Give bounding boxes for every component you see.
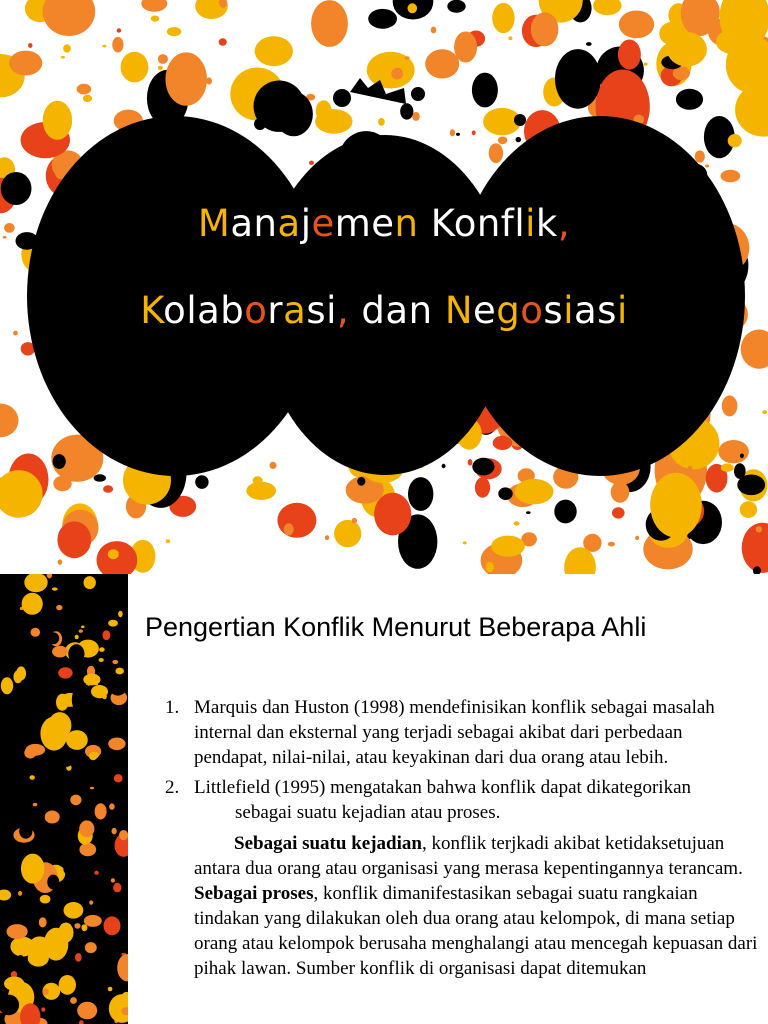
paragraph-text: , konflik terjkadi akibat ketidaksetujuan antara dua orang atau organisasi yang merasa kepentingannya terancam. (194, 833, 743, 879)
title-letter: d (361, 289, 386, 332)
title-letter: a (277, 202, 301, 245)
slide-title (0, 202, 768, 332)
title-letter: e (311, 202, 335, 245)
title-letter: s (306, 289, 327, 332)
title-letter: k (535, 202, 558, 245)
title-letter: b (220, 289, 245, 332)
title-letter: K (140, 289, 164, 332)
title-letter: e (371, 202, 395, 245)
list-item-text: Marquis dan Huston (1998) mendefinisikan konflik sebagai masalah internal dan eksternal yang terjadi sebagai akibat dari perbedaan pendapat, nilai-nilai, atau keyakinan dari dua orang atau lebih. (194, 697, 715, 768)
title-letter: n (408, 289, 433, 332)
bold-term-proses: Sebagai proses (194, 883, 314, 904)
title-letter: l (186, 289, 198, 332)
slide-heading: Pengertian Konflik Menurut Beberapa Ahli (145, 612, 647, 642)
side-splatter-decoration (0, 574, 128, 1024)
title-letter: g (496, 289, 521, 332)
title-letter: a (230, 202, 254, 245)
title-letter: n (476, 202, 501, 245)
title-letter: i (326, 289, 337, 332)
splatter-side-strip (0, 574, 128, 1024)
title-letter: s (597, 289, 617, 332)
list-item (165, 775, 760, 825)
title-letter (433, 289, 445, 332)
title-letter: i (525, 202, 536, 245)
paragraph-text: , konflik dimanifestasikan sebagai suatu rangkaian tindakan yang dilakukan oleh dua orang atau kelompok, di mana setiap orang atau kelompok berusaha menghalangi atau mencegah kepuasan dari pihak lawan. Sumber konflik di organisasi dapat ditemukan (194, 883, 758, 979)
title-letter: o (453, 202, 477, 245)
title-letter: i (616, 289, 628, 332)
list-item-text: Littlefield (1995) mengatakan bahwa konflik dapat dikategorikan (194, 777, 691, 798)
title-letter: j (300, 202, 312, 245)
title-letter (349, 289, 361, 332)
title-letter: a (283, 289, 307, 332)
title-letter: m (334, 202, 372, 245)
title-letter: i (563, 289, 574, 332)
bold-term-kejadian: Sebagai suatu kejadian (234, 833, 422, 854)
title-letter (419, 202, 431, 245)
title-letter: , (557, 202, 571, 245)
title-line-2 (0, 289, 768, 332)
title-letter: o (163, 289, 187, 332)
title-letter: f (500, 202, 515, 245)
title-letter: , (336, 289, 350, 332)
list-number: 1. (165, 697, 180, 718)
title-letter: n (394, 202, 419, 245)
title-letter: K (430, 202, 454, 245)
title-letter: N (444, 289, 474, 332)
explanation-paragraph (165, 831, 760, 981)
slide-body (165, 695, 760, 981)
title-letter: o (520, 289, 544, 332)
title-letter: e (473, 289, 497, 332)
title-letter: a (197, 289, 221, 332)
title-letter: n (253, 202, 278, 245)
title-letter: o (244, 289, 268, 332)
title-letter: s (543, 289, 564, 332)
title-line-1 (0, 202, 768, 245)
title-letter: r (267, 289, 284, 332)
title-letter: a (573, 289, 598, 332)
title-letter: l (514, 202, 526, 245)
title-letter: a (385, 289, 409, 332)
list-number: 2. (165, 777, 180, 798)
title-letter: M (197, 202, 231, 245)
list-item (165, 695, 760, 770)
list-item-text-continued: sebagai suatu kejadian atau proses. (235, 802, 501, 823)
content-slide (0, 574, 768, 1024)
